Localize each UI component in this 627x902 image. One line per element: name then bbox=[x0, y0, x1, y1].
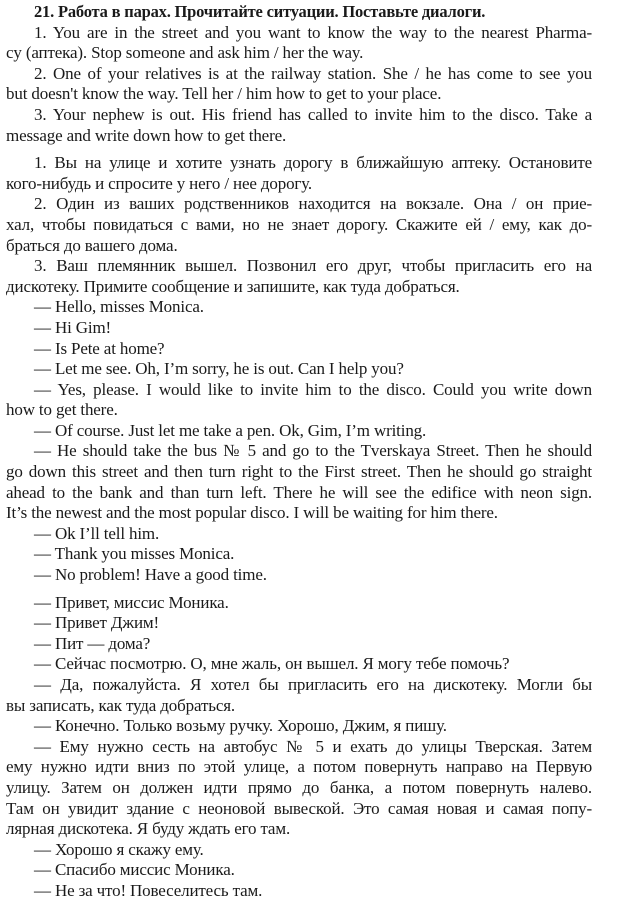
paragraph bbox=[6, 716, 592, 737]
text-line: 1. Вы на улице и хотите узнать дорогу в ближайшую аптеку. Остановите bbox=[34, 153, 592, 173]
text-line: — Пит — дома? bbox=[34, 633, 151, 653]
text-line: 3. Ваш племянник вышел. Позвонил его друг, чтобы пригласить его на bbox=[34, 256, 592, 276]
paragraph bbox=[6, 64, 592, 105]
text-line: 2. One of your relatives is at the railway station. She / he has come to see you bbox=[34, 63, 592, 83]
text-line: — Хорошо я скажу ему. bbox=[34, 839, 204, 859]
paragraph bbox=[6, 654, 592, 675]
paragraph bbox=[6, 524, 592, 545]
paragraph bbox=[6, 860, 592, 881]
text-line: cy (аптека). Stop someone and ask him / her the way. bbox=[6, 43, 364, 63]
text-line: how to get there. bbox=[6, 400, 118, 420]
paragraph bbox=[6, 737, 592, 840]
text-line: хал, чтобы повидаться с вами, но не знает дорогу. Скажите ей / ему, как до- bbox=[6, 214, 592, 234]
paragraph bbox=[6, 544, 592, 565]
text-line: — Спасибо миссис Моника. bbox=[34, 860, 235, 880]
task-list-english bbox=[6, 23, 592, 147]
paragraph bbox=[6, 565, 592, 586]
paragraph bbox=[6, 153, 592, 194]
paragraph bbox=[6, 593, 592, 614]
text-line: — Не за что! Повеселитесь там. bbox=[34, 880, 263, 900]
text-line: — Hello, misses Monica. bbox=[34, 297, 204, 317]
text-line: go down this street and then turn right to the First street. Then he should go straight bbox=[6, 462, 592, 482]
text-line: — Ok I’ll tell him. bbox=[34, 523, 160, 543]
text-line: — Yes, please. I would like to invite him to the disco. Could you write down bbox=[34, 379, 592, 399]
paragraph bbox=[6, 634, 592, 655]
text-line: — Thank you misses Monica. bbox=[34, 544, 235, 564]
text-line: лярная дискотека. Я буду ждать его там. bbox=[6, 819, 291, 839]
exercise-body bbox=[6, 23, 592, 902]
paragraph bbox=[6, 441, 592, 523]
text-line: — No problem! Have a good time. bbox=[34, 565, 267, 585]
text-line: — Сейчас посмотрю. О, мне жаль, он вышел. Я могу тебе помочь? bbox=[34, 654, 510, 674]
paragraph bbox=[6, 675, 592, 716]
text-line: — Hi Gim! bbox=[34, 317, 112, 337]
paragraph bbox=[6, 23, 592, 64]
text-line: кого-нибудь и спросите у него / нее дорогу. bbox=[6, 173, 312, 193]
paragraph bbox=[6, 256, 592, 297]
text-line: улицу. Затем он должен идти прямо до банка, а потом повернуть налево. bbox=[6, 777, 592, 797]
text-line: — Ему нужно сесть на автобус № 5 и ехать до улицы Тверская. Затем bbox=[34, 736, 592, 756]
text-line: дискотеку. Примите сообщение и запишите, как туда добраться. bbox=[6, 276, 460, 296]
text-line: — He should take the bus № 5 and go to the Tverskaya Street. Then he should bbox=[34, 441, 592, 461]
text-line: — Is Pete at home? bbox=[34, 338, 165, 358]
paragraph bbox=[6, 840, 592, 861]
text-line: — Let me see. Oh, I’m sorry, he is out. Can I help you? bbox=[34, 359, 404, 379]
text-line: ahead to the bank and than turn left. There he will see the edifice with neon sign. bbox=[6, 482, 592, 502]
paragraph bbox=[6, 339, 592, 360]
text-line: message and write down how to get there. bbox=[6, 125, 287, 145]
text-line: 1. You are in the street and you want to know the way to the nearest Pharma- bbox=[34, 22, 592, 42]
paragraph bbox=[6, 105, 592, 146]
text-line: Там он увидит здание с неоновой вывеской. Это самая новая и самая попу- bbox=[6, 798, 592, 818]
text-line: — Of course. Just let me take a pen. Ok, Gim, I’m writing. bbox=[34, 420, 427, 440]
exercise-title: 21. Работа в парах. Прочитайте ситуации. Поставьте диалоги. bbox=[34, 2, 486, 21]
paragraph bbox=[6, 359, 592, 380]
paragraph bbox=[6, 421, 592, 442]
text-line: — Да, пожалуйста. Я хотел бы пригласить его на дискотеку. Могли бы bbox=[34, 675, 592, 694]
text-line: браться до вашего дома. bbox=[6, 235, 178, 255]
text-line: — Привет, миссис Моника. bbox=[34, 592, 229, 612]
text-line: ему нужно идти вниз по этой улице, а потом повернуть направо на Первую bbox=[6, 757, 592, 777]
text-line: — Конечно. Только возьму ручку. Хорошо, Джим, я пишу. bbox=[34, 716, 447, 736]
text-line: — Привет Джим! bbox=[34, 613, 160, 633]
text-line: 2. Один из ваших родственников находится на вокзале. Она / он прие- bbox=[34, 194, 592, 214]
text-line: but doesn't know the way. Tell her / him how to get to your place. bbox=[6, 84, 442, 104]
text-line: It’s the newest and the most popular disco. I will be waiting for him there. bbox=[6, 503, 498, 523]
paragraph bbox=[6, 380, 592, 421]
exercise-page bbox=[6, 2, 592, 902]
text-line: вы записать, как туда добраться. bbox=[6, 695, 236, 715]
task-list-russian bbox=[6, 153, 592, 297]
text-line: 3. Your nephew is out. His friend has called to invite him to the disco. Take a bbox=[34, 104, 592, 124]
paragraph bbox=[6, 318, 592, 339]
dialogue-russian bbox=[6, 593, 592, 902]
paragraph bbox=[6, 613, 592, 634]
paragraph bbox=[6, 194, 592, 256]
dialogue-english bbox=[6, 297, 592, 585]
paragraph bbox=[6, 297, 592, 318]
paragraph bbox=[6, 881, 592, 902]
